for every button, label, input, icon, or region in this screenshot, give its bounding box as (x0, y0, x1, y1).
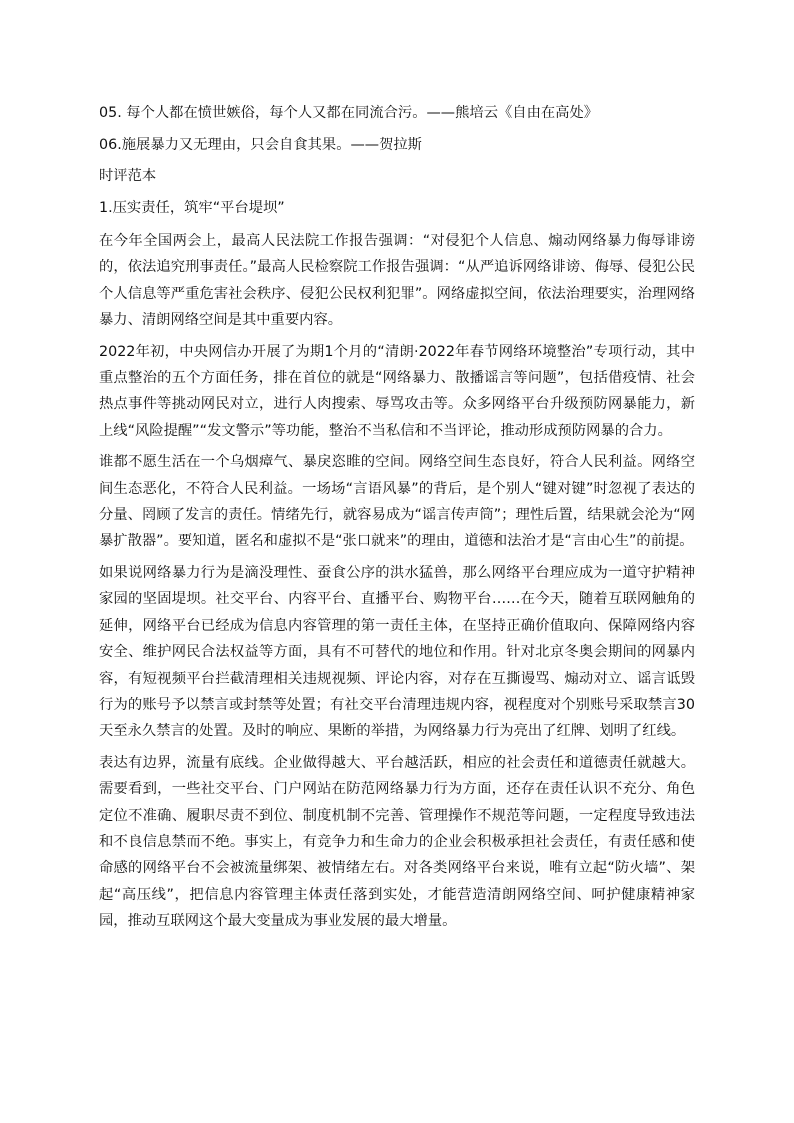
document-content (99, 98, 695, 935)
article-paragraph-5: 表达有边界，流量有底线。企业做得越大、平台越活跃，相应的社会责任和道德责任就越大。需要看到，一些社交平台、门户网站在防范网络暴力行为方面，还存在责任认识不充分、角色定位不准确、履职尽责不到位、制度机制不完善、管理操作不规范等问题，一定程度导致违法和不良信息禁而不绝。事实上，有竞争力和生命力的企业会积极承担社会责任，有责任感和使命感的网络平台不会被流量绑架、被情绪左右。对各类网络平台来说，唯有立起“防火墙”、架起“高压线”，把信息内容管理主体责任落到实处，才能营造清朗网络空间、呵护健康精神家园，推动互联网这个最大变量成为事业发展的最大增量。 (99, 754, 695, 930)
article-title: 1.压实责任，筑牢“平台堤坝” (99, 199, 285, 216)
section-title: 时评范本 (99, 168, 157, 184)
article-paragraph-2: 2022年初，中央网信办开展了为期1个月的“清朗·2022年春节网络环境整治”专项行动，其中重点整治的五个方面任务，排在首位的就是“网络暴力、散播谣言等问题”，包括借疫情、社会热点事件等挑动网民对立，进行人肉搜索、辱骂攻击等。众多网络平台升级预防网暴能力，新上线“风险提醒”“发文警示”等功能，整治不当私信和不当评论，推动形成预防网暴的合力。 (99, 343, 695, 439)
article-paragraph-3: 谁都不愿生活在一个乌烟瘴气、暴戾恣睢的空间。网络空间生态良好，符合人民利益。网络空间生态恶化，不符合人民利益。一场场“言语风暴”的背后，是个别人“键对键”时忽视了表达的分量、罔顾了发言的责任。情绪先行，就容易成为“谣言传声筒”；理性后置，结果就会沦为“网暴扩散器”。要知道，匿名和虚拟不是“张口就来”的理由，道德和法治才是“言由心生”的前提。 (99, 454, 695, 550)
quote-06: 06.施展暴力又无理由，只会自食其果。——贺拉斯 (99, 136, 422, 153)
article-paragraph-4: 如果说网络暴力行为是滴没理性、蚕食公序的洪水猛兽，那么网络平台理应成为一道守护精神家园的坚固堤坝。社交平台、内容平台、直播平台、购物平台……在今天，随着互联网触角的延伸，网络平台已经成为信息内容管理的第一责任主体，在坚持正确价值取向、保障网络内容安全、维护网民合法权益等方面，具有不可替代的地位和作用。针对北京冬奥会期间的网暴内容，有短视频平台拦截清理相关违规视频、评论内容，对存在互撕谩骂、煽动对立、谣言诋毁行为的账号予以禁言或封禁等处置；有社交平台清理违规内容，视程度对个别账号采取禁言30天至永久禁言的处置。及时的响应、果断的举措，为网络暴力行为亮出了红牌、划明了红线。 (99, 564, 695, 740)
article-paragraph-1: 在今年全国两会上，最高人民法院工作报告强调：“对侵犯个人信息、煽动网络暴力侮辱诽谤的，依法追究刑事责任。”最高人民检察院工作报告强调：“从严追诉网络诽谤、侮辱、侵犯公民个人信息等严重危害社会秩序、侵犯公民权利犯罪”。网络虚拟空间，依法治理要实，治理网络暴力、清朗网络空间是其中重要内容。 (99, 233, 695, 329)
quote-05: 05. 每个人都在愤世嫉俗，每个人又都在同流合污。——熊培云《自由在高处》 (99, 105, 599, 121)
